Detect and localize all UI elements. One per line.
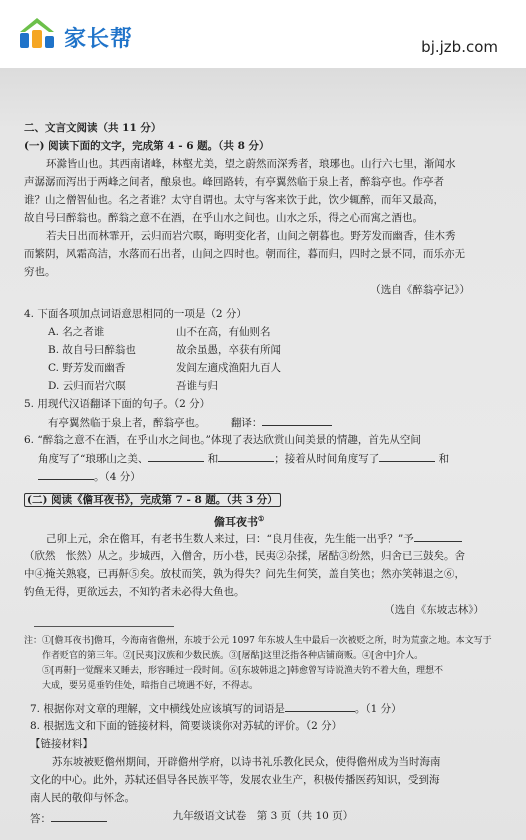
jzb-logo-icon: [16, 16, 58, 50]
q6-text-c: ；接着从时间角度写了: [274, 453, 380, 465]
source-citation: （选自《醉翁亭记》）: [370, 284, 470, 296]
q6-text-d: 和: [438, 453, 450, 465]
q4-option-c: C. 野芳发而幽香: [48, 362, 126, 374]
passage1-line: 而繁阴，风霜高洁，水落而石出者，山间之四时也。朝而往，暮而归，四时之景不同，而乐亦无: [24, 248, 465, 260]
passage2-line: 中④掩关熟寝，已再鼾⑤矣。放杖而笑，孰为得失？问先生何笑，盖自笑也；然亦笑韩退之⑥，: [24, 568, 465, 580]
question-6-line2: [38, 450, 449, 468]
q4-option-b-pair: 故余虽愚，卒获有所闻: [176, 344, 281, 356]
brand-name: 家长帮: [64, 27, 134, 52]
passage1-line: 故自号曰醉翁也。醉翁之意不在酒，在乎山水之间也。山水之乐，得之心而寓之酒也。: [24, 212, 423, 224]
passage1-line: 穷也。: [24, 266, 56, 278]
passage2-line: [24, 530, 462, 548]
link-material-line: 南人民的敬仰与怀念。: [30, 792, 135, 804]
q7-inline-blank[interactable]: [414, 530, 462, 542]
part2-heading: [24, 492, 281, 509]
q7-text-end: 。（1 分）: [354, 703, 402, 715]
q4-option-a: A. 名之者谁: [48, 326, 105, 338]
q5-answer-blank[interactable]: [262, 414, 332, 426]
q4-option-d-pair: 吾谁与归: [176, 380, 218, 392]
q4-option-b: B. 故自号曰醉翁也: [48, 344, 136, 356]
q4-option-a-pair: 山不在高，有仙则名: [176, 326, 271, 338]
passage1-line: 声潺潺而泻出于两峰之间者，酿泉也。峰回路转，有亭翼然临于泉上者，醉翁亭也。作亭者: [24, 176, 444, 188]
link-material-line: 苏东坡被贬儋州期间，开辟儋州学府，以诗书礼乐教化民众，使得儋州成为当时海南: [52, 756, 441, 768]
q8-answer-label: 答：: [30, 813, 51, 825]
link-material-label: 【链接材料】: [30, 738, 93, 750]
section-heading: 二、文言文阅读（共 11 分）: [24, 122, 162, 134]
passage1-line: 若夫日出而林霏开，云归而岩穴暝，晦明变化者，山间之朝暮也。野芳发而幽香，佳木秀: [46, 230, 456, 242]
question-5-stem: 5. 用现代汉语翻译下面的句子。（2 分）: [24, 398, 211, 410]
passage1-line: 谁？山之僧智仙也。名之者谁？太守自谓也。太守与客来饮于此，饮少辄醉，而年又最高，: [24, 194, 444, 206]
note-line: 注：①[儋耳夜书]儋耳，今海南省儋州，东坡于公元 1097 年东坡人生中最后一次被贬之所，时为荒蛮之地。本文写于: [24, 636, 492, 646]
q6-text-end: 。（4 分）: [94, 471, 141, 483]
q6-blank-1[interactable]: [148, 450, 204, 462]
q6-text-a: 角度写了“琅琊山之美、: [38, 453, 149, 465]
question-8-stem: 8. 根据选文和下面的链接材料，简要谈谈你对苏轼的评价。（2 分）: [30, 720, 343, 732]
q5-sentence-text: 有亭翼然临于泉上者，醉翁亭也。: [48, 417, 206, 429]
passage2-text: 己卯上元，余在儋耳，有老书生数人来过，曰：“良月佳夜，先生能一出乎？”予: [46, 533, 414, 545]
q6-blank-3[interactable]: [379, 450, 435, 462]
poem-title-text: 儋耳夜书: [214, 515, 258, 529]
passage2-line: （欣然 怅然）从之。步城西，入僧舍，历小巷，民夷②杂揉，屠酤③纷然，归舍已三鼓矣。舍: [24, 550, 465, 562]
part1-heading: (一) 阅读下面的文字，完成第 4 - 6 题。（共 8 分）: [24, 140, 270, 152]
site-header: [0, 0, 526, 68]
q7-text: 7. 根据你对文章的理解，文中横线处应该填写的词语是: [30, 703, 285, 715]
q6-blank-2[interactable]: [218, 450, 274, 462]
question-6-line3: [38, 468, 141, 486]
exam-page: [0, 68, 526, 840]
poem-title: [214, 510, 264, 531]
poem-note-mark: ①: [258, 514, 265, 523]
question-6-line1: 6. “醉翁之意不在酒，在乎山水之间也。”体现了表达欣赏山间美景的情趣，首先从空间: [24, 434, 421, 446]
note-line: ⑤[再鼾]一觉醒来又睡去，形容睡过一段时间。⑥[东坡韩退之]韩愈曾写诗说渔夫钓不着大鱼，理想不: [42, 666, 444, 676]
q7-answer-blank[interactable]: [285, 700, 355, 712]
source-citation: （选自《东坡志林》）: [384, 604, 484, 616]
note-line: 大成，要另觅垂钓佳处，暗指自己境遇不好，不得志。: [42, 681, 259, 691]
site-url[interactable]: bj.jzb.com: [421, 38, 498, 56]
q5-sentence: [48, 414, 332, 432]
q4-option-c-pair: 发闾左適戍渔阳九百人: [176, 362, 281, 374]
q6-text-b: 和: [207, 453, 219, 465]
q4-option-d: D. 云归而岩穴暝: [48, 380, 126, 392]
note-line: 作者贬官的第三年。②[民夷]汉族和少数民族。③[屠酤]这里泛指各种店铺商贩。④[舍中]介人。: [42, 651, 424, 661]
passage1-line: 环滁皆山也。其西南诸峰，林壑尤美，望之蔚然而深秀者，琅琊也。山行六七里，渐闻水: [46, 158, 456, 170]
question-4-stem: 4. 下面各项加点词语意思相同的一项是（2 分）: [24, 308, 247, 320]
link-material-line: 文化的中心。此外，苏轼还倡导各民族平等，发展农业生产，积极传播医药知识，受到海: [30, 774, 440, 786]
notes-divider: [34, 626, 174, 627]
question-7: [30, 700, 402, 718]
q6-blank-4[interactable]: [38, 468, 94, 480]
q5-answer-label: 翻译：: [230, 417, 263, 429]
part2-heading-text: (二) 阅读《儋耳夜书》，完成第 7 - 8 题。（共 3 分）: [24, 493, 281, 507]
page-footer: 九年级语文试卷 第 3 页（共 10 页）: [172, 810, 354, 822]
passage2-line: 钓鱼无得，更欲远去，不知钓者未必得大鱼也。: [24, 586, 245, 598]
